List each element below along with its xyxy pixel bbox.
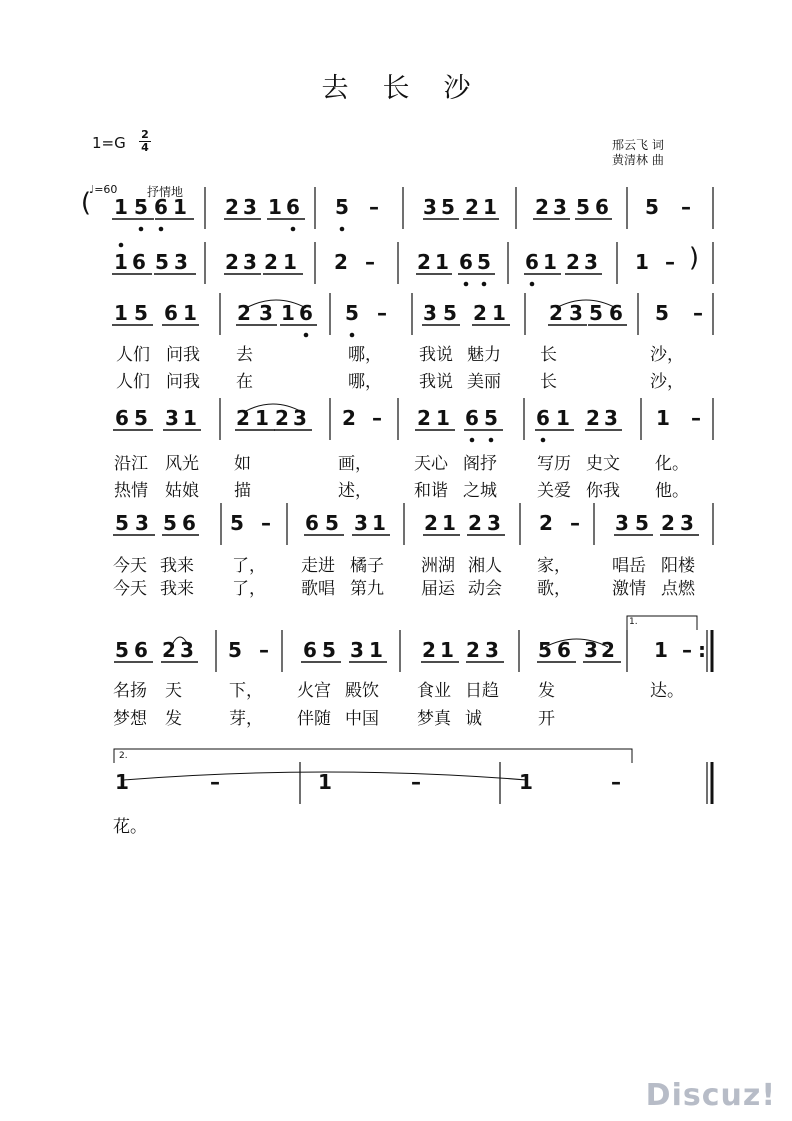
lyric-syllable: 人们 xyxy=(116,372,150,392)
slur xyxy=(246,300,306,308)
dash-note: – xyxy=(372,406,382,430)
note: 1 xyxy=(556,406,570,430)
lyric-syllable: 点燃 xyxy=(661,579,695,599)
note: 1 xyxy=(268,195,282,219)
octave-dot-low xyxy=(482,282,487,287)
note: 6 xyxy=(536,406,550,430)
lyric-syllable: 了， xyxy=(232,556,266,576)
note: 1 xyxy=(183,301,197,325)
volta-second-bracket xyxy=(114,749,632,763)
dash-note: – xyxy=(693,301,703,325)
dash-note: – xyxy=(411,770,421,794)
note: 5 xyxy=(441,195,455,219)
lyric-syllable: 述， xyxy=(338,481,372,501)
note: 1 xyxy=(283,250,297,274)
note: 3 xyxy=(165,406,179,430)
note: 1 xyxy=(281,301,295,325)
slur xyxy=(556,300,616,308)
note: 6 xyxy=(115,406,129,430)
lyric-syllable: 化。 xyxy=(655,454,689,474)
note: 5 xyxy=(655,301,669,325)
note: 3 xyxy=(243,195,257,219)
note: 1 xyxy=(519,770,533,794)
lyric-syllable: 和谐 xyxy=(414,481,448,501)
octave-dot-high xyxy=(119,243,124,248)
lyric-syllable: 火宫 xyxy=(297,681,331,701)
note: 1 xyxy=(435,250,449,274)
lyric-syllable: 殿饮 xyxy=(345,681,379,701)
octave-dot-low xyxy=(159,227,164,232)
note: 2 xyxy=(275,406,289,430)
lyric-syllable: 激情 xyxy=(612,579,646,599)
note: 2 xyxy=(334,250,348,274)
expression-marking: 抒情地 xyxy=(147,185,184,199)
note: 5 xyxy=(322,638,336,662)
dash-note: – xyxy=(570,511,580,535)
slur xyxy=(124,772,527,780)
note: 3 xyxy=(604,406,618,430)
note: 3 xyxy=(293,406,307,430)
lyric-syllable: 我来 xyxy=(160,556,194,576)
lyric-syllable: 橘子 xyxy=(350,556,384,576)
lyric-syllable: 名扬 xyxy=(113,681,147,701)
note: 3 xyxy=(174,250,188,274)
note: 2 xyxy=(342,406,356,430)
note: 1 xyxy=(440,638,454,662)
lyric-syllable: 下， xyxy=(229,681,263,701)
octave-dot-low xyxy=(489,438,494,443)
dash-note: – xyxy=(369,195,379,219)
octave-dot-low xyxy=(350,333,355,338)
note: 2 xyxy=(237,301,251,325)
note: 6 xyxy=(286,195,300,219)
lyric-syllable: 去 xyxy=(236,345,253,365)
note: 1 xyxy=(183,406,197,430)
lyric-syllable: 魅力 xyxy=(467,345,501,365)
lyric-syllable: 沙， xyxy=(650,372,684,392)
note: 6 xyxy=(525,250,539,274)
lyric-syllable: 湘人 xyxy=(468,556,502,576)
lyric-syllable: 歌， xyxy=(537,579,571,599)
lyric-syllable: 今天 xyxy=(113,579,147,599)
dash-note: – xyxy=(377,301,387,325)
lyric-syllable: 美丽 xyxy=(467,372,501,392)
note: 3 xyxy=(350,638,364,662)
dash-note: – xyxy=(665,250,675,274)
lyric-syllable: 洲湖 xyxy=(421,556,455,576)
dash-note: – xyxy=(682,638,692,662)
note: 1 xyxy=(114,250,128,274)
lyric-syllable: 梦真 xyxy=(417,709,451,729)
note: 1 xyxy=(114,301,128,325)
note: 2 xyxy=(422,638,436,662)
note: 5 xyxy=(345,301,359,325)
lyric-syllable: 长 xyxy=(540,345,557,365)
volta-second-label: 2. xyxy=(119,751,128,761)
lyric-syllable: 写历 xyxy=(537,454,571,474)
note: 6 xyxy=(609,301,623,325)
lyric-syllable: 日趋 xyxy=(465,681,499,701)
lyric-syllable: 伴随 xyxy=(297,709,331,729)
watermark: Discuz! xyxy=(645,1078,776,1113)
note: 5 xyxy=(115,511,129,535)
note: 3 xyxy=(135,511,149,535)
octave-dot-low xyxy=(530,282,535,287)
lyric-syllable: 了， xyxy=(232,579,266,599)
octave-dot-low xyxy=(291,227,296,232)
volta-first-label: 1. xyxy=(629,617,638,627)
lyric-syllable: 中国 xyxy=(345,709,379,729)
note: 2 xyxy=(417,406,431,430)
dash-note: – xyxy=(365,250,375,274)
note: 5 xyxy=(134,195,148,219)
song-title: 去长沙 xyxy=(321,73,505,104)
lyric-syllable: 梦想 xyxy=(113,709,147,729)
lyric-syllable: 诚 xyxy=(465,709,482,729)
note: 5 xyxy=(163,511,177,535)
note: 2 xyxy=(225,250,239,274)
note: 5 xyxy=(645,195,659,219)
lyric-syllable: 我说 xyxy=(419,372,453,392)
lyric-syllable: 达。 xyxy=(650,681,684,701)
note: 1 xyxy=(656,406,670,430)
octave-dot-low xyxy=(470,438,475,443)
lyric-syllable: 画， xyxy=(338,454,372,474)
note: 1 xyxy=(492,301,506,325)
note: 3 xyxy=(354,511,368,535)
note: 1 xyxy=(114,195,128,219)
note: 5 xyxy=(538,638,552,662)
lyricist-credit: 邢云飞 词 xyxy=(612,138,664,152)
lyric-syllable: 如 xyxy=(234,454,251,474)
note: 6 xyxy=(459,250,473,274)
note: 6 xyxy=(134,638,148,662)
note: 5 xyxy=(635,511,649,535)
note: 1 xyxy=(635,250,649,274)
note: 3 xyxy=(259,301,273,325)
note: 1 xyxy=(173,195,187,219)
lyric-syllable: 唱岳 xyxy=(612,556,646,576)
lyric-syllable: 描 xyxy=(234,481,251,501)
lyric-syllable: 花。 xyxy=(113,817,147,837)
tempo-marking: ♩=60 xyxy=(89,183,118,196)
note: 2 xyxy=(162,638,176,662)
note: 2 xyxy=(535,195,549,219)
lyric-syllable: 哪， xyxy=(348,372,382,392)
note: 6 xyxy=(303,638,317,662)
octave-dot-low xyxy=(340,227,345,232)
dash-note: – xyxy=(691,406,701,430)
note: 1 xyxy=(318,770,332,794)
lyric-syllable: 动会 xyxy=(468,579,502,599)
bracket: ) xyxy=(688,243,700,273)
lyric-syllable: 问我 xyxy=(166,372,200,392)
dash-note: – xyxy=(681,195,691,219)
note: 1 xyxy=(115,770,129,794)
note: 3 xyxy=(615,511,629,535)
lyric-syllable: 天 xyxy=(165,681,182,701)
lyric-syllable: 人们 xyxy=(116,345,150,365)
note: 2 xyxy=(465,195,479,219)
note: 2 xyxy=(539,511,553,535)
lyric-syllable: 发 xyxy=(165,709,182,729)
note: 1 xyxy=(654,638,668,662)
lyric-syllable: 走进 xyxy=(301,556,335,576)
lyric-syllable: 阁抒 xyxy=(463,454,497,474)
note: 3 xyxy=(584,638,598,662)
note: 6 xyxy=(595,195,609,219)
lyric-syllable: 芽， xyxy=(229,709,263,729)
composer-credit: 黄清林 曲 xyxy=(612,153,664,167)
note: 2 xyxy=(473,301,487,325)
lyric-syllable: 姑娘 xyxy=(165,481,199,501)
note: 3 xyxy=(569,301,583,325)
note: 6 xyxy=(305,511,319,535)
note: 5 xyxy=(335,195,349,219)
note: 5 xyxy=(230,511,244,535)
lyric-syllable: 食业 xyxy=(417,681,451,701)
octave-dot-low xyxy=(464,282,469,287)
lyric-syllable: 问我 xyxy=(166,345,200,365)
note: 2 xyxy=(661,511,675,535)
lyric-syllable: 沙， xyxy=(650,345,684,365)
note: 6 xyxy=(465,406,479,430)
repeat-sign: : xyxy=(698,638,706,662)
note: 5 xyxy=(228,638,242,662)
note: 5 xyxy=(325,511,339,535)
note: 1 xyxy=(483,195,497,219)
note: 6 xyxy=(557,638,571,662)
note: 3 xyxy=(680,511,694,535)
lyric-syllable: 我说 xyxy=(419,345,453,365)
lyric-syllable: 沿江 xyxy=(114,454,148,474)
note: 2 xyxy=(225,195,239,219)
note: 5 xyxy=(115,638,129,662)
octave-dot-low xyxy=(541,438,546,443)
note: 2 xyxy=(236,406,250,430)
bracket: ( xyxy=(80,188,92,218)
lyric-syllable: 你我 xyxy=(586,481,620,501)
lyric-syllable: 阳楼 xyxy=(661,556,695,576)
octave-dot-low xyxy=(139,227,144,232)
note: 6 xyxy=(299,301,313,325)
lyric-syllable: 他。 xyxy=(655,481,689,501)
note: 3 xyxy=(485,638,499,662)
lyric-syllable: 风光 xyxy=(165,454,199,474)
note: 2 xyxy=(466,638,480,662)
note: 6 xyxy=(182,511,196,535)
time-signature-bottom: 4 xyxy=(141,141,149,154)
note: 3 xyxy=(423,195,437,219)
note: 1 xyxy=(372,511,386,535)
lyric-syllable: 歌唱 xyxy=(301,579,335,599)
note: 1 xyxy=(369,638,383,662)
note: 2 xyxy=(601,638,615,662)
lyric-syllable: 家， xyxy=(537,556,571,576)
note: 3 xyxy=(553,195,567,219)
note: 2 xyxy=(586,406,600,430)
lyric-syllable: 第九 xyxy=(350,579,384,599)
slur xyxy=(545,639,608,647)
note: 1 xyxy=(543,250,557,274)
lyric-syllable: 长 xyxy=(540,372,557,392)
note: 3 xyxy=(180,638,194,662)
note: 1 xyxy=(442,511,456,535)
lyric-syllable: 今天 xyxy=(113,556,147,576)
note: 2 xyxy=(549,301,563,325)
lyric-syllable: 关爱 xyxy=(537,481,571,501)
dash-note: – xyxy=(261,511,271,535)
lyric-syllable: 之城 xyxy=(463,481,497,501)
note: 5 xyxy=(484,406,498,430)
dash-note: – xyxy=(611,770,621,794)
note: 5 xyxy=(443,301,457,325)
note: 5 xyxy=(155,250,169,274)
lyric-syllable: 热情 xyxy=(114,481,148,501)
dash-note: – xyxy=(210,770,220,794)
slur xyxy=(172,637,188,645)
note: 2 xyxy=(424,511,438,535)
note: 2 xyxy=(264,250,278,274)
note: 5 xyxy=(134,406,148,430)
lyric-syllable: 发 xyxy=(538,681,555,701)
lyric-syllable: 哪， xyxy=(348,345,382,365)
lyric-syllable: 开 xyxy=(538,709,555,729)
note: 5 xyxy=(576,195,590,219)
lyric-syllable: 天心 xyxy=(414,454,448,474)
note: 1 xyxy=(436,406,450,430)
time-signature-top: 2 xyxy=(141,128,149,141)
note: 3 xyxy=(423,301,437,325)
note: 5 xyxy=(589,301,603,325)
lyric-syllable: 届运 xyxy=(421,579,455,599)
lyric-syllable: 我来 xyxy=(160,579,194,599)
note: 5 xyxy=(134,301,148,325)
note: 6 xyxy=(154,195,168,219)
note: 5 xyxy=(477,250,491,274)
note: 2 xyxy=(468,511,482,535)
note: 3 xyxy=(243,250,257,274)
note: 2 xyxy=(417,250,431,274)
note: 3 xyxy=(584,250,598,274)
dash-note: – xyxy=(259,638,269,662)
slur xyxy=(244,404,302,412)
key-signature: 1=G xyxy=(92,134,126,152)
note: 2 xyxy=(566,250,580,274)
note: 1 xyxy=(255,406,269,430)
lyric-syllable: 在 xyxy=(236,372,253,392)
note: 3 xyxy=(487,511,501,535)
note: 6 xyxy=(132,250,146,274)
octave-dot-low xyxy=(304,333,309,338)
lyric-syllable: 史文 xyxy=(586,454,620,474)
note: 6 xyxy=(164,301,178,325)
